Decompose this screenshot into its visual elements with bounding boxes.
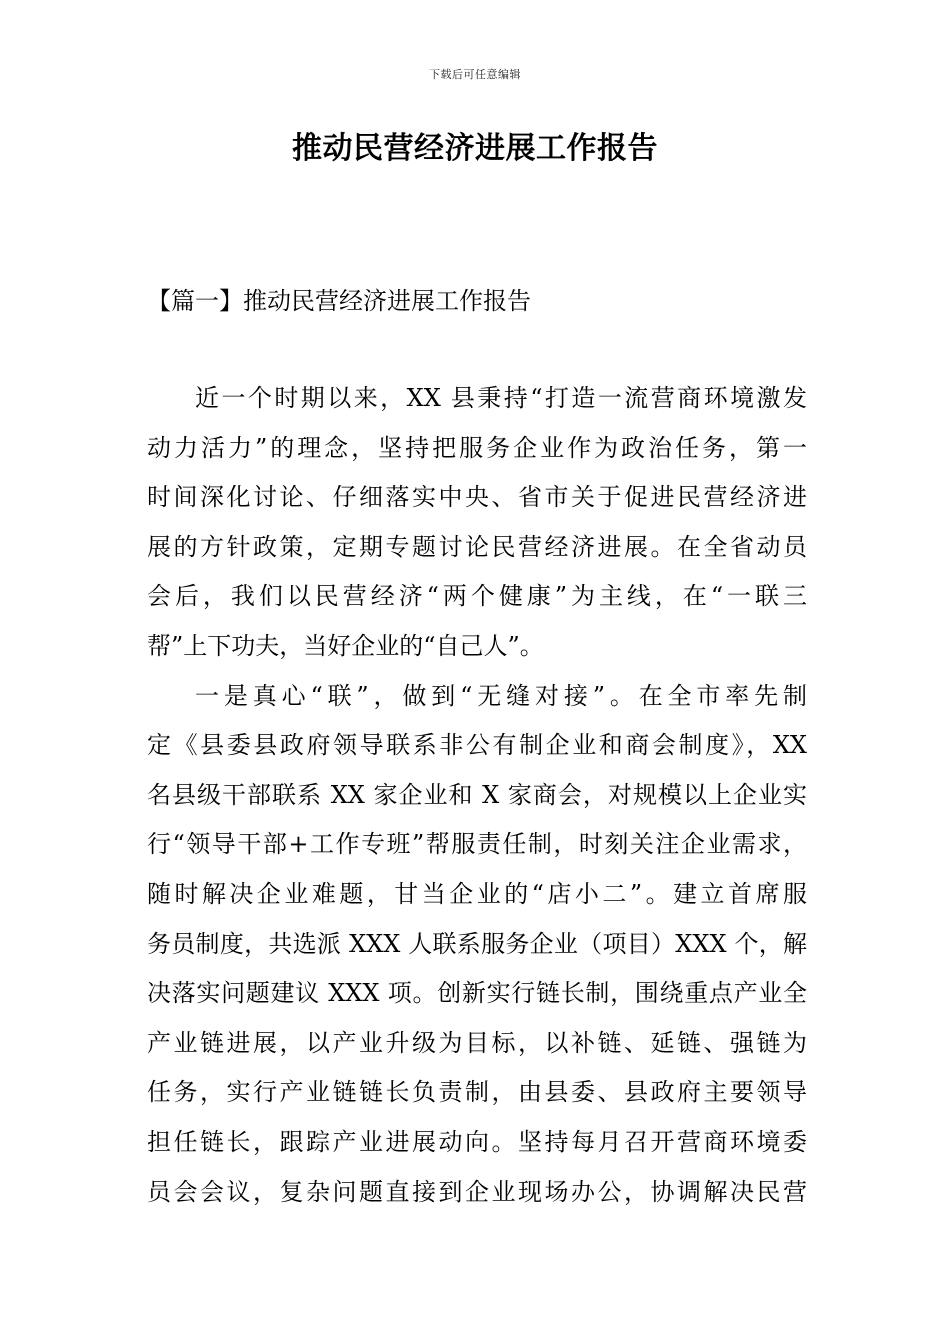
paragraph-1-line-1: 近一个时期以来，XX 县秉持“打造一流营商环境激发 [195,384,807,412]
paragraph-2-line-2: 定《县委县政府领导联系非公有制企业和商会制度》，XX [147,731,807,760]
paragraph-1-line-3: 时间深化讨论、仔细落实中央、省市关于促进民营经济进 [147,483,807,512]
paragraph-1-line-2: 动力活力”的理念，坚持把服务企业作为政治任务，第一 [147,433,807,462]
document-title: 推动民营经济进展工作报告 [292,131,658,166]
paragraph-2-line-6: 务员制度，共选派 XXX 人联系服务企业（项目）XXX 个，解 [147,929,807,958]
document-body [147,378,807,1221]
paragraph-1-line-5: 会后，我们以民营经济“两个健康”为主线，在“一联三 [147,582,807,611]
paragraph-2-line-8: 产业链进展，以产业升级为目标，以补链、延链、强链为 [147,1028,807,1057]
header-note: 下载后可任意编辑 [429,68,521,81]
paragraph-2-line-11: 员会会议，复杂问题直接到企业现场办公，协调解决民营 [147,1177,807,1206]
paragraph-2-line-4: 行“领导干部+工作专班”帮服责任制，时刻关注企业需求， [147,830,807,859]
paragraph-1-line-6: 帮”上下功夫，当好企业的“自己人”。 [147,631,544,660]
paragraph-2-line-7: 决落实问题建议 XXX 项。创新实行链长制，围绕重点产业全 [147,979,807,1008]
paragraph-2-line-10: 担任链长，跟踪产业进展动向。坚持每月召开营商环境委 [147,1127,807,1156]
paragraph-2-line-3: 名县级干部联系 XX 家企业和 X 家商会，对规模以上企业实 [147,780,807,809]
paragraph-1-line-4: 展的方针政策，定期专题讨论民营经济进展。在全省动员 [147,532,807,561]
paragraph-2-line-5: 随时解决企业难题，甘当企业的“店小二”。建立首席服 [147,879,807,908]
paragraph-2-line-1: 一是真心“联”，做到“无缝对接”。在全市率先制 [195,681,807,710]
section-heading: 【篇一】推动民营经济进展工作报告 [147,287,531,315]
paragraph-2-line-9: 任务，实行产业链链长负责制，由县委、县政府主要领导 [147,1078,807,1107]
